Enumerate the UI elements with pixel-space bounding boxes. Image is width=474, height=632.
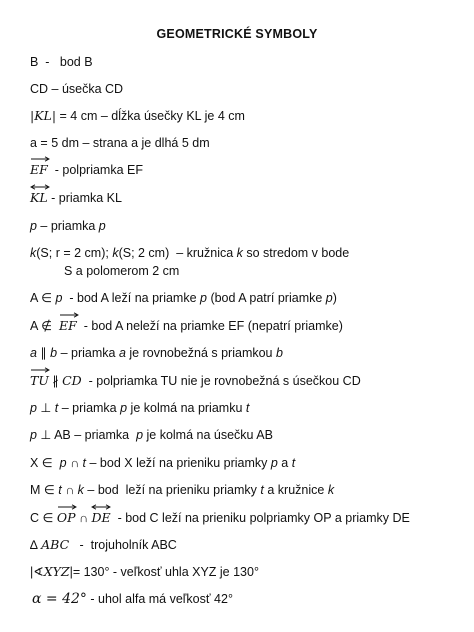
desc-intersection-circle: – bod leží na prieniku priamky [83,483,261,497]
circle-notation-2: (S; 2 cm) – kružnica [118,246,237,260]
symbol-t-2: t [291,456,296,470]
symbol-k: k [30,246,37,260]
symbol-t: t [54,401,59,415]
line-circle [30,245,349,261]
line-perpendicular [30,400,249,416]
symbol-p: p [30,428,37,442]
desc-side: a = 5 dm – strana a je dlhá 5 dm [30,136,210,150]
desc-intersection-ray-line: - bod C leží na prieniku polpriamky OP a priamky DE [110,511,410,525]
desc-triangle: - trojuholník ABC [69,538,177,552]
desc-ray: - polpriamka EF [47,163,143,177]
symbol-k-2: k [327,483,335,497]
symbol-point: B [30,55,39,69]
desc-segment: CD – úsečka CD [30,82,124,96]
desc-perp: – priamka [58,401,121,415]
symbol-k-2: k [112,246,119,260]
line-not-parallel [30,373,361,389]
desc-intersection: – bod X leží na prieniku priamky [86,456,271,470]
page-title: GEOMETRICKÉ SYMBOLY [156,27,318,41]
ray-arrow-icon [30,367,50,373]
desc-perp-2: je kolmá na priamku [127,401,246,415]
desc-parallel-2: je rovnobežná s priamkou [125,346,276,360]
desc-element-of: - bod A leží na priamke [62,291,201,305]
angle-symbol: |∢ [30,565,44,579]
intersection-symbol: ∩ [61,483,78,497]
desc-point: - bod B [38,55,93,69]
desc-line: - priamka KL [47,191,122,205]
line-segment [30,81,123,97]
double-arrow-icon [91,504,111,510]
element-of-expr: A ∈ [30,291,56,305]
line-intersection-circle [30,482,334,498]
line-line [30,190,122,206]
desc-perp-seg-2: je kolmá na úsečku AB [143,428,273,442]
line-intersection-ray-line [30,510,410,526]
desc-angle: |= 130° - veľkosť uhla XYZ je 130° [69,565,259,579]
line-not-element-of [30,318,343,334]
symbol-ray-ef: EF [59,318,77,334]
symbol-p-2: p [270,456,278,470]
desc-not-parallel: - polpriamka TU nie je rovnobežná s úsečkou CD [81,374,361,388]
symbol-length: |KL| [30,108,57,123]
symbol-alpha: α = 42° [32,591,87,607]
symbol-abc: ABC [41,537,70,552]
symbol-a-2: a [118,346,126,360]
symbol-b: b [50,346,58,360]
conj-a: a [277,456,292,470]
symbol-p: p [55,291,63,305]
line-element-of [30,290,337,306]
triangle-symbol: ∆ [30,538,42,552]
line-side [30,135,210,151]
perp-symbol: ⊥ [36,401,55,415]
ray-arrow-icon [59,312,79,318]
intersection-symbol: ∩ [75,511,92,525]
ray-arrow-icon [30,156,50,162]
symbol-p-3: p [325,291,333,305]
parallel-symbol: ∥ [36,346,51,360]
line-circle-cont [64,263,179,279]
symbol-t-2: t [245,401,250,415]
intersection-symbol: ∩ [66,456,83,470]
symbol-xyz: XYZ [43,564,70,579]
symbol-p: p [30,401,37,415]
symbol-p-2: p [136,428,144,442]
double-arrow-icon [30,184,50,190]
symbol-line-de: DE [91,510,110,526]
symbol-k-3: k [236,246,243,260]
desc-intersection-circle-2: a kružnice [263,483,328,497]
line-parallel [30,345,283,361]
line-segment-length [30,108,245,124]
line-line-p [30,218,106,234]
desc-line-p: – priamka [36,219,99,233]
not-element-of-expr: A ∉ [30,319,59,333]
desc-perp-seg: ⊥ AB – priamka [36,428,137,442]
desc-length: = 4 cm – dĺžka úsečky KL je 4 cm [56,109,245,123]
symbol-p-2: p [120,401,128,415]
desc-circle: so stredom v bode [242,246,350,260]
symbol-b-2: b [276,346,283,360]
symbol-cd: CD [62,373,82,388]
line-intersection-lines [30,455,295,471]
symbol-p: p [30,219,37,233]
element-of-expr: M ∈ [30,483,59,497]
line-triangle [30,537,177,553]
symbol-p-2: p [200,291,207,305]
desc-circle-cont: S a polomerom 2 cm [64,264,180,278]
symbol-p-2: p [98,219,106,233]
symbol-t: t [58,483,62,497]
symbol-ray-op: OP [57,510,76,526]
symbol-k: k [77,483,84,497]
symbol-ray-ef: EF [30,162,48,178]
desc-alpha: - uhol alfa má veľkosť 42° [86,592,233,606]
symbol-line-kl: KL [30,190,48,206]
line-ray [30,162,143,178]
symbol-a: a [30,346,37,360]
desc-parallel: – priamka [57,346,119,360]
line-perpendicular-segment [30,427,273,443]
desc-not-element-of: - bod A neleží na priamke EF (nepatrí priamke) [76,319,343,333]
line-alpha [32,591,233,607]
symbol-t-2: t [260,483,264,497]
circle-notation-1: (S; r = 2 cm); [36,246,113,260]
ray-arrow-icon [57,504,77,510]
element-of-expr: X ∈ [30,456,60,470]
line-angle [30,564,259,580]
line-point [30,54,93,70]
symbol-t: t [82,456,87,470]
desc-element-of-2: (bod A patrí priamke [206,291,326,305]
element-of-expr: C ∈ [30,511,57,525]
not-parallel-symbol: ∦ [48,374,63,388]
symbol-ray-tu: TU [30,373,49,389]
closing-paren: ) [332,291,337,305]
symbol-p: p [59,456,67,470]
